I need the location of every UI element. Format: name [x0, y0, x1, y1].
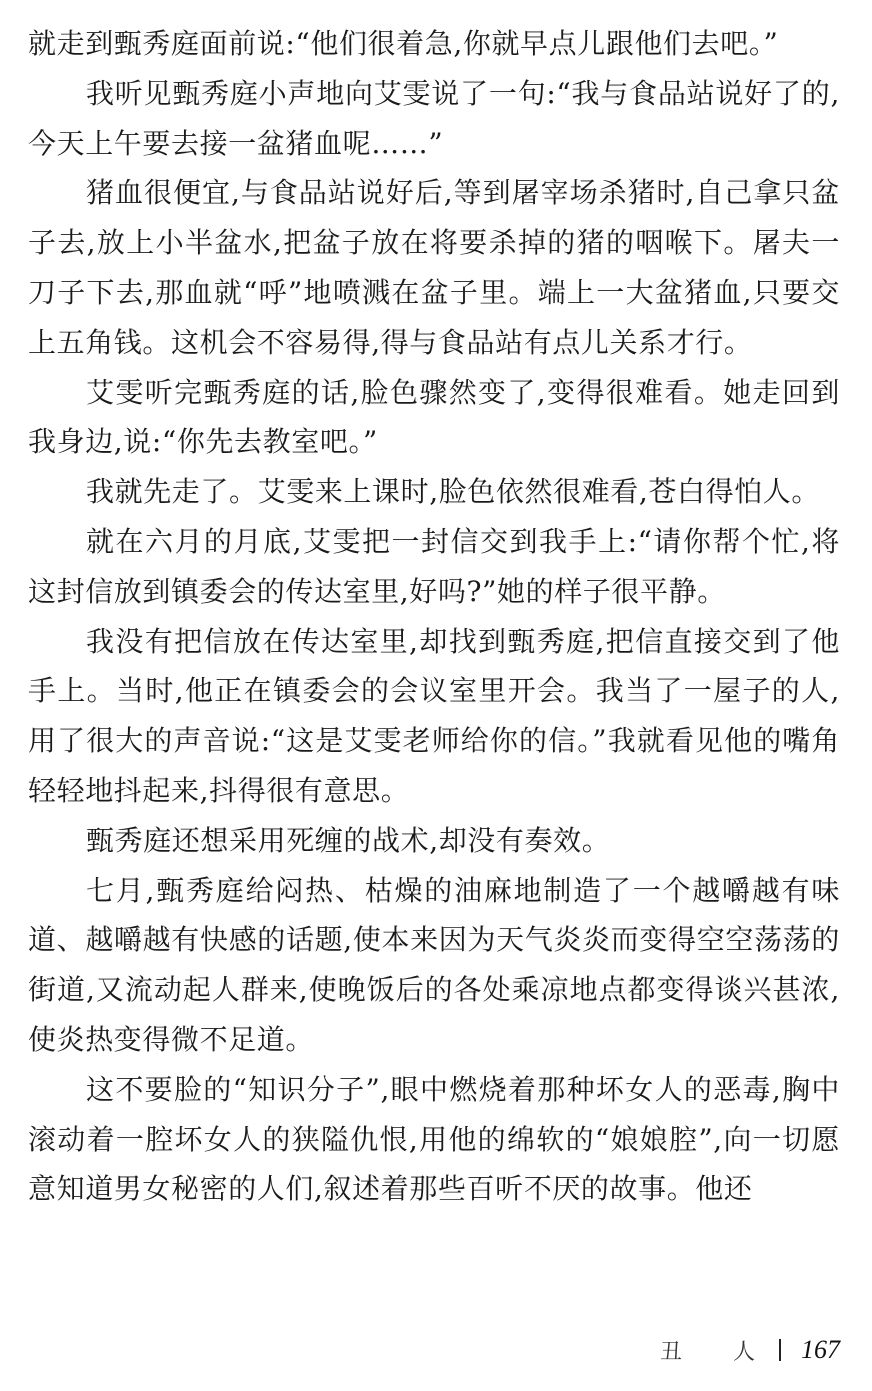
paragraph: 我就先走了。艾雯来上课时,脸色依然很难看,苍白得怕人。: [86, 475, 821, 509]
paragraph: 就在六月的月底,艾雯把一封信交到我手上:“请你帮个忙,将这封信放到镇委会的传达室里,好吗?”她的样子很平静。: [28, 524, 840, 608]
page-number: 167: [801, 1335, 840, 1364]
footer-divider: [779, 1339, 781, 1361]
paragraph: 七月,甄秀庭给闷热、枯燥的油麻地制造了一个越嚼越有味道、越嚼越有快感的话题,使本来因为天气炎炎而变得空空荡荡的街道,又流动起人群来,使晚饭后的各处乘凉地点都变得谈兴甚浓,使炎热变得微不足道。: [28, 873, 840, 1056]
paragraph: 就走到甄秀庭面前说:“他们很着急,你就早点儿跟他们去吧。”: [28, 27, 779, 60]
running-title: 丑 人: [660, 1339, 777, 1365]
paragraph: 艾雯听完甄秀庭的话,脸色骤然变了,变得很难看。她走回到我身边,说:“你先去教室吧。”: [28, 375, 840, 459]
page-body: [28, 19, 840, 1214]
paragraph: 甄秀庭还想采用死缠的战术,却没有奏效。: [86, 823, 611, 857]
page-footer: [660, 1333, 840, 1367]
paragraph: 这不要脸的“知识分子”,眼中燃烧着那种坏女人的恶毒,胸中滚动着一腔坏女人的狭隘仇恨,用他的绵软的“娘娘腔”,向一切愿意知道男女秘密的人们,叙述着那些百听不厌的故事。他还: [28, 1072, 840, 1206]
paragraph: 我没有把信放在传达室里,却找到甄秀庭,把信直接交到了他手上。当时,他正在镇委会的会议室里开会。我当了一屋子的人,用了很大的声音说:“这是艾雯老师给你的信。”我就看见他的嘴角轻轻地抖起来,抖得很有意思。: [28, 624, 840, 807]
paragraph: 猪血很便宜,与食品站说好后,等到屠宰场杀猪时,自己拿只盆子去,放上小半盆水,把盆子放在将要杀掉的猪的咽喉下。屠夫一刀子下去,那血就“呼”地喷溅在盆子里。端上一大盆猪血,只要交上五角钱。这机会不容易得,得与食品站有点儿关系才行。: [28, 176, 840, 359]
paragraph: 我听见甄秀庭小声地向艾雯说了一句:“我与食品站说好了的,今天上午要去接一盆猪血呢……”: [28, 76, 840, 160]
